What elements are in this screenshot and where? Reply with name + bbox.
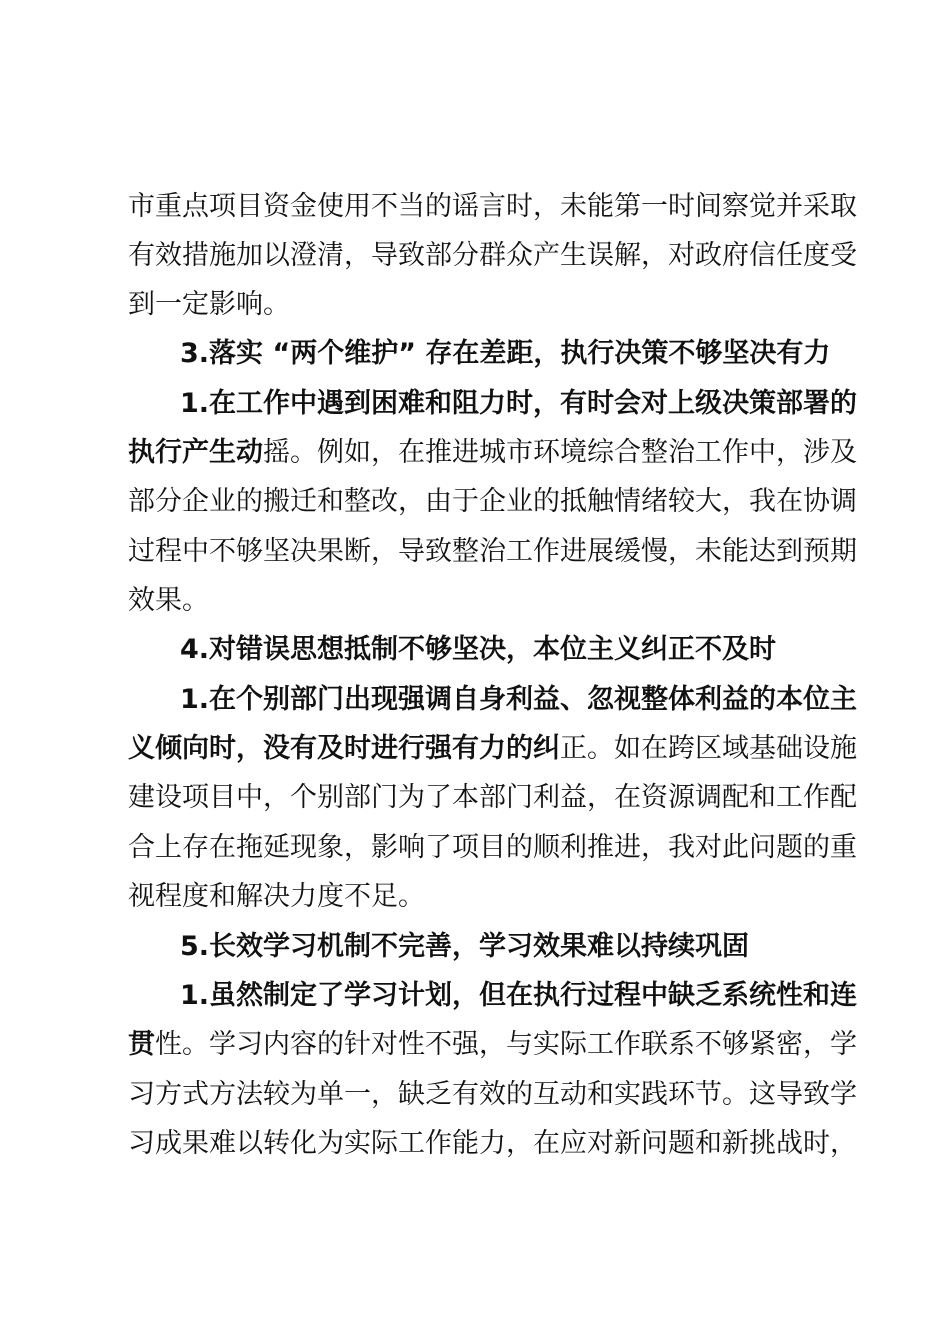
section-heading: 4.对错误思想抵制不够坚决，本位主义纠正不及时 bbox=[180, 634, 777, 665]
body-line: 过程中不够坚决果断，导致整治工作进展缓慢，未能达到预期 bbox=[128, 536, 857, 567]
body-line: 市重点项目资金使用不当的谣言时，未能第一时间察觉并采取 bbox=[128, 191, 857, 222]
body-line bbox=[128, 1025, 857, 1065]
item-heading: 1.虽然制定了学习计划，但在执行过程中缺乏系统性和连 bbox=[180, 980, 858, 1011]
body-text: 性。学习内容的针对性不强，与实际工作联系不够紧密，学 bbox=[155, 1029, 857, 1060]
body-line bbox=[128, 729, 857, 769]
body-line: 视程度和解决力度不足。 bbox=[128, 881, 425, 912]
body-line: 部分企业的搬迁和整改，由于企业的抵触情绪较大，我在协调 bbox=[128, 486, 857, 517]
body-line: 习成果难以转化为实际工作能力，在应对新问题和新挑战时， bbox=[128, 1128, 857, 1159]
emphasis-text: 义倾向时，没有及时进行强有力的纠 bbox=[128, 733, 560, 764]
item-heading: 1.在工作中遇到困难和阻力时，有时会对上级决策部署的 bbox=[180, 388, 858, 419]
section-heading: 5.长效学习机制不完善，学习效果难以持续巩固 bbox=[180, 931, 750, 962]
emphasis-text: 执行产生动 bbox=[128, 437, 263, 468]
body-text: 正。如在跨区域基础设施 bbox=[560, 733, 857, 764]
body-line bbox=[128, 433, 857, 473]
body-line: 到一定影响。 bbox=[128, 289, 290, 320]
body-line: 合上存在拖延现象，影响了项目的顺利推进，我对此问题的重 bbox=[128, 832, 857, 863]
body-line: 建设项目中，个别部门为了本部门利益，在资源调配和工作配 bbox=[128, 782, 857, 813]
item-heading: 1.在个别部门出现强调自身利益、忽视整体利益的本位主 bbox=[180, 684, 858, 715]
body-line: 有效措施加以澄清，导致部分群众产生误解，对政府信任度受 bbox=[128, 240, 857, 271]
body-line: 效果。 bbox=[128, 585, 209, 616]
body-line: 习方式方法较为单一，缺乏有效的互动和实践环节。这导致学 bbox=[128, 1079, 857, 1110]
body-text: 摇。例如，在推进城市环境综合整治工作中，涉及 bbox=[263, 437, 857, 468]
emphasis-text: 贯 bbox=[128, 1029, 155, 1060]
section-heading: 3.落实 “两个维护” 存在差距，执行决策不够坚决有力 bbox=[180, 338, 831, 369]
